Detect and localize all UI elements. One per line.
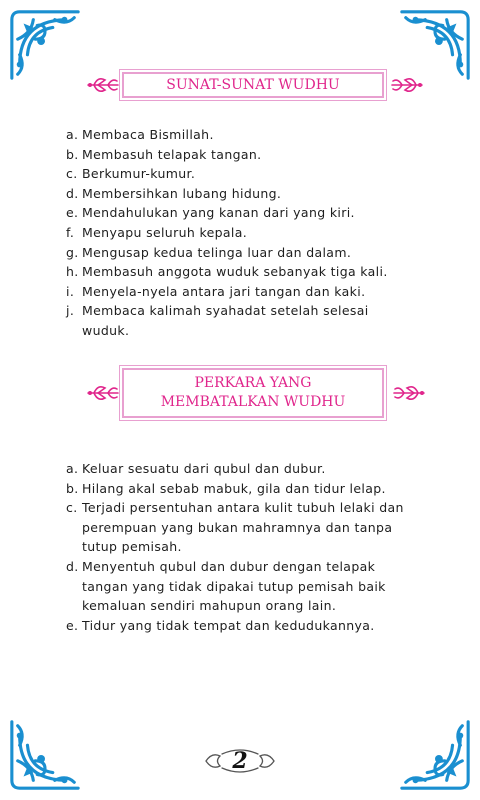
list-item: j. Membaca kalimah syahadat setelah selesai wuduk. (66, 303, 369, 338)
section-title-box (122, 368, 384, 418)
list-item: e. Tidur yang tidak tempat dan kedudukannya. (66, 617, 375, 633)
corner-ornament-icon (396, 716, 474, 794)
flourish-icon (392, 381, 426, 405)
section-title-line2: MEMBATALKAN WUDHU (160, 394, 346, 410)
list-item: a. Membaca Bismillah. (66, 127, 214, 142)
flourish-icon (390, 73, 424, 97)
list-item: f. Menyapu seluruh kepala. (66, 224, 248, 240)
sunat-wudhu-list (66, 125, 416, 341)
list-item: i. Menyela-nyela antara jari tangan dan kaki. (66, 283, 366, 299)
list-item: c. Berkumur-kumur. (66, 166, 196, 182)
list-item: c. Terjadi persentuhan antara kulit tubuh lelaki dan perempuan yang bukan mahramnya dan tanpa tutup pemisah. (66, 500, 404, 555)
list-item: d. Menyentuh qubul dan dubur dengan telapak tangan yang tidak dipakai tutup pemisah baik kemaluan sendiri mahupun orang lain. (66, 558, 386, 614)
pembatal-wudhu-list (66, 459, 418, 635)
section-heading-row (0, 72, 480, 98)
section-title-box (122, 72, 384, 98)
list-item: e. Mendahulukan yang kanan dari yang kiri. (66, 205, 355, 221)
list-item: g. Mengusap kedua telinga luar dan dalam. (66, 244, 352, 260)
list-item: b. Hilang akal sebab mabuk, gila dan tidur lelap. (66, 480, 386, 496)
section-title: SUNAT-SUNAT WUDHU (166, 77, 340, 93)
list-item: h. Membasuh anggota wuduk sebanyak tiga kali. (66, 264, 388, 280)
list-item: d. Membersihkan lubang hidung. (66, 185, 282, 201)
list-item: a. Keluar sesuatu dari qubul dan dubur. (66, 461, 326, 476)
page-number-ornament (202, 744, 278, 778)
section-heading-row (0, 368, 480, 418)
corner-ornament-icon (6, 716, 84, 794)
flourish-icon (86, 381, 120, 405)
list-item: b. Membasuh telapak tangan. (66, 146, 262, 162)
flourish-icon (86, 73, 120, 97)
section-title-line1: PERKARA YANG (194, 375, 312, 391)
page-number: 2 (232, 748, 248, 774)
